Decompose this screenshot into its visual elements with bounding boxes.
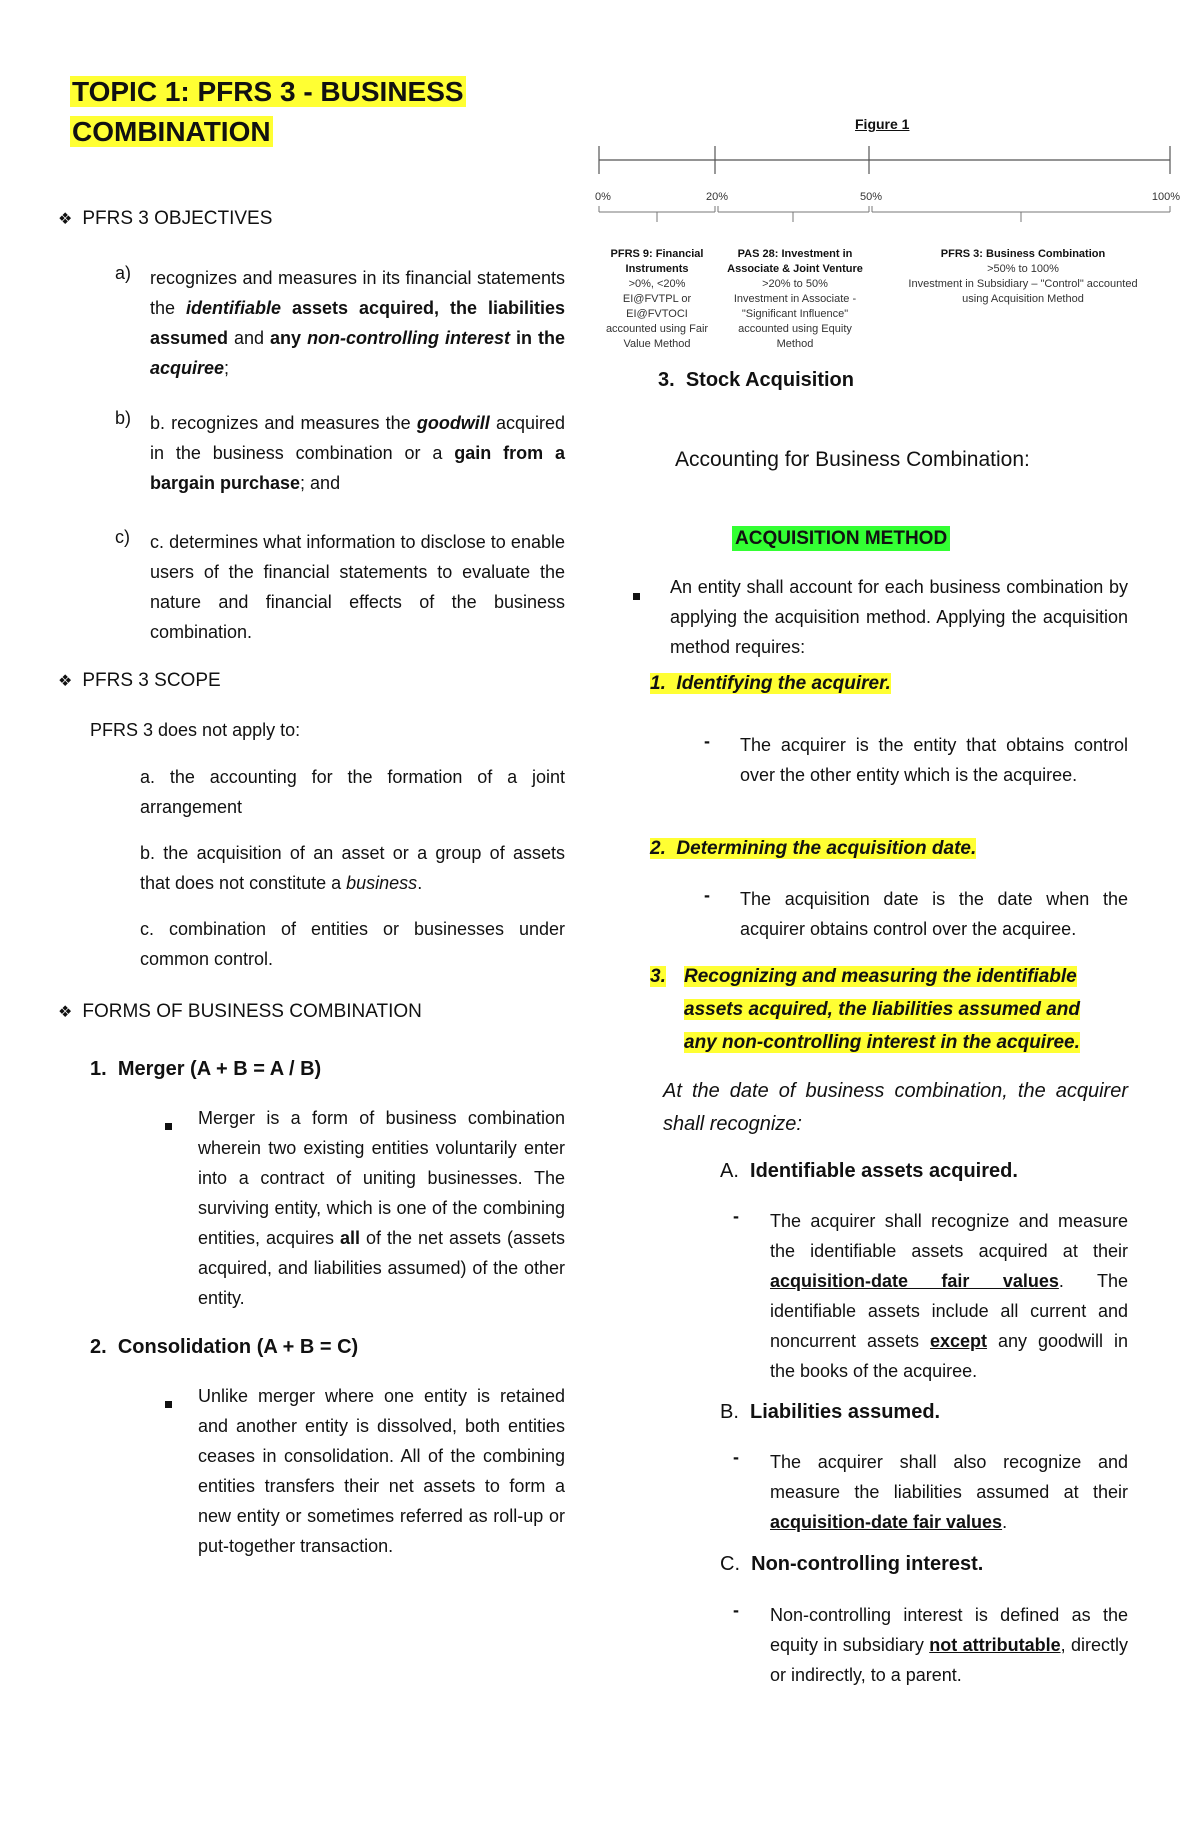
figure-col-pas28: PAS 28: Investment in Associate & Joint Venture >20% to 50% Investment in Associate - "Significant Influence" accounted using Equity Method	[727, 248, 863, 350]
dash-bullet: -	[704, 731, 710, 751]
consolidation-text: Unlike merger where one entity is retained and another entity is dissolved, both entities ceases in consolidation. All of the combining entities transfers their net assets to form a new entity or sometimes referred as roll-up or put-together transaction.	[198, 1386, 565, 1556]
diamond-bullet-icon: ❖	[58, 1004, 73, 1021]
merger-heading: 1. Merger (A + B = A / B)	[90, 1058, 322, 1080]
step-2-heading: 2. Determining the acquisition date.	[650, 838, 977, 859]
item-a-text: The acquirer shall recognize and measure the identifiable assets acquired at their acquisition-date fair values. The identifiable assets include all current and noncurrent assets except any goodwill in the books of the acquiree.	[770, 1211, 1128, 1381]
scope-heading: ❖ PFRS 3 SCOPE	[58, 670, 221, 691]
item-b-heading: B. Liabilities assumed.	[720, 1401, 941, 1423]
acquisition-method-heading: ACQUISITION METHOD	[732, 528, 950, 550]
scope-item-b: b. the acquisition of an asset or a group of assets that does not constitute a business.	[140, 843, 565, 893]
step-2-text: The acquisition date is the date when the acquirer obtains control over the acquiree.	[740, 889, 1128, 939]
item-a-heading: A. Identifiable assets acquired.	[720, 1160, 1018, 1182]
bullet-square-icon	[165, 1114, 172, 1135]
objectives-heading: ❖ PFRS 3 OBJECTIVES	[58, 208, 273, 229]
figure-title: Figure 1	[855, 116, 910, 132]
objective-c-text: c. determines what information to disclose to enable users of the financial statements to evaluate the nature and financial effects of the business combination.	[150, 532, 565, 642]
recognize-intro: At the date of business combination, the acquirer shall recognize:	[663, 1080, 1128, 1135]
tick-label-0: 0%	[595, 191, 611, 203]
step-3-heading: 3.	[650, 966, 666, 987]
dash-bullet: -	[733, 1447, 739, 1467]
figure-col-pfrs9: PFRS 9: Financial Instruments >0%, <20% EI@FVTPL or EI@FVTOCI accounted using Fair Value Method	[605, 248, 709, 350]
stock-acquisition-heading: 3. Stock Acquisition	[658, 369, 854, 391]
item-c-heading: C. Non-controlling interest.	[720, 1553, 984, 1575]
step-1-text: The acquirer is the entity that obtains control over the other entity which is the acquiree.	[740, 735, 1128, 785]
figure-col-pfrs3: PFRS 3: Business Combination >50% to 100% Investment in Subsidiary – "Control" accounted using Acquisition Method	[908, 248, 1138, 305]
dash-bullet: -	[733, 1206, 739, 1226]
diamond-bullet-icon: ❖	[58, 673, 73, 690]
item-b-text: The acquirer shall also recognize and measure the liabilities assumed at their acquisition-date fair values.	[770, 1452, 1128, 1532]
scope-item-a: a. the accounting for the formation of a joint arrangement	[140, 767, 565, 817]
bullet-square-icon	[165, 1392, 172, 1413]
acquisition-method-intro: An entity shall account for each business combination by applying the acquisition method. Applying the acquisition method requires:	[670, 577, 1128, 657]
objective-a-marker: a)	[115, 263, 132, 283]
item-c-text: Non-controlling interest is defined as the equity in subsidiary not attributable, directly or indirectly, to a parent.	[770, 1605, 1128, 1685]
forms-heading: ❖ FORMS OF BUSINESS COMBINATION	[58, 1001, 422, 1022]
bullet-square-icon	[633, 584, 640, 605]
objective-b-marker: b)	[115, 408, 132, 428]
consolidation-heading: 2. Consolidation (A + B = C)	[90, 1336, 359, 1358]
objective-a-text: recognizes and measures in its financial statements the identifiable assets acquired, the liabilities assumed and any non-controlling interest in the acquiree;	[150, 268, 565, 378]
scope-intro: PFRS 3 does not apply to:	[90, 720, 301, 740]
step-3-text: Recognizing and measuring the identifiable assets acquired, the liabilities assumed and any non-controlling interest in the acquiree.	[684, 966, 1080, 1053]
page-title: TOPIC 1: PFRS 3 - BUSINESS COMBINATION	[72, 76, 464, 147]
objective-c-marker: c)	[115, 527, 130, 547]
accounting-heading: Accounting for Business Combination:	[675, 448, 1030, 471]
tick-label-50: 50%	[859, 191, 883, 203]
ownership-scale-figure	[590, 140, 1180, 230]
diamond-bullet-icon: ❖	[58, 211, 73, 228]
tick-label-20: 20%	[705, 191, 729, 203]
dash-bullet: -	[704, 885, 710, 905]
tick-label-100: 100%	[1151, 191, 1181, 203]
step-1-heading: 1. Identifying the acquirer.	[650, 673, 891, 694]
dash-bullet: -	[733, 1600, 739, 1620]
objective-b-text: b. recognizes and measures the goodwill acquired in the business combination or a gain from a bargain purchase; and	[150, 413, 566, 493]
merger-text: Merger is a form of business combination wherein two existing entities voluntarily enter into a contract of uniting businesses. The surviving entity, which is one of the combining entities, acquires all of the net assets (assets acquired, and liabilities assumed) of the other entity.	[198, 1108, 565, 1308]
scope-item-c: c. combination of entities or businesses under common control.	[140, 919, 565, 969]
